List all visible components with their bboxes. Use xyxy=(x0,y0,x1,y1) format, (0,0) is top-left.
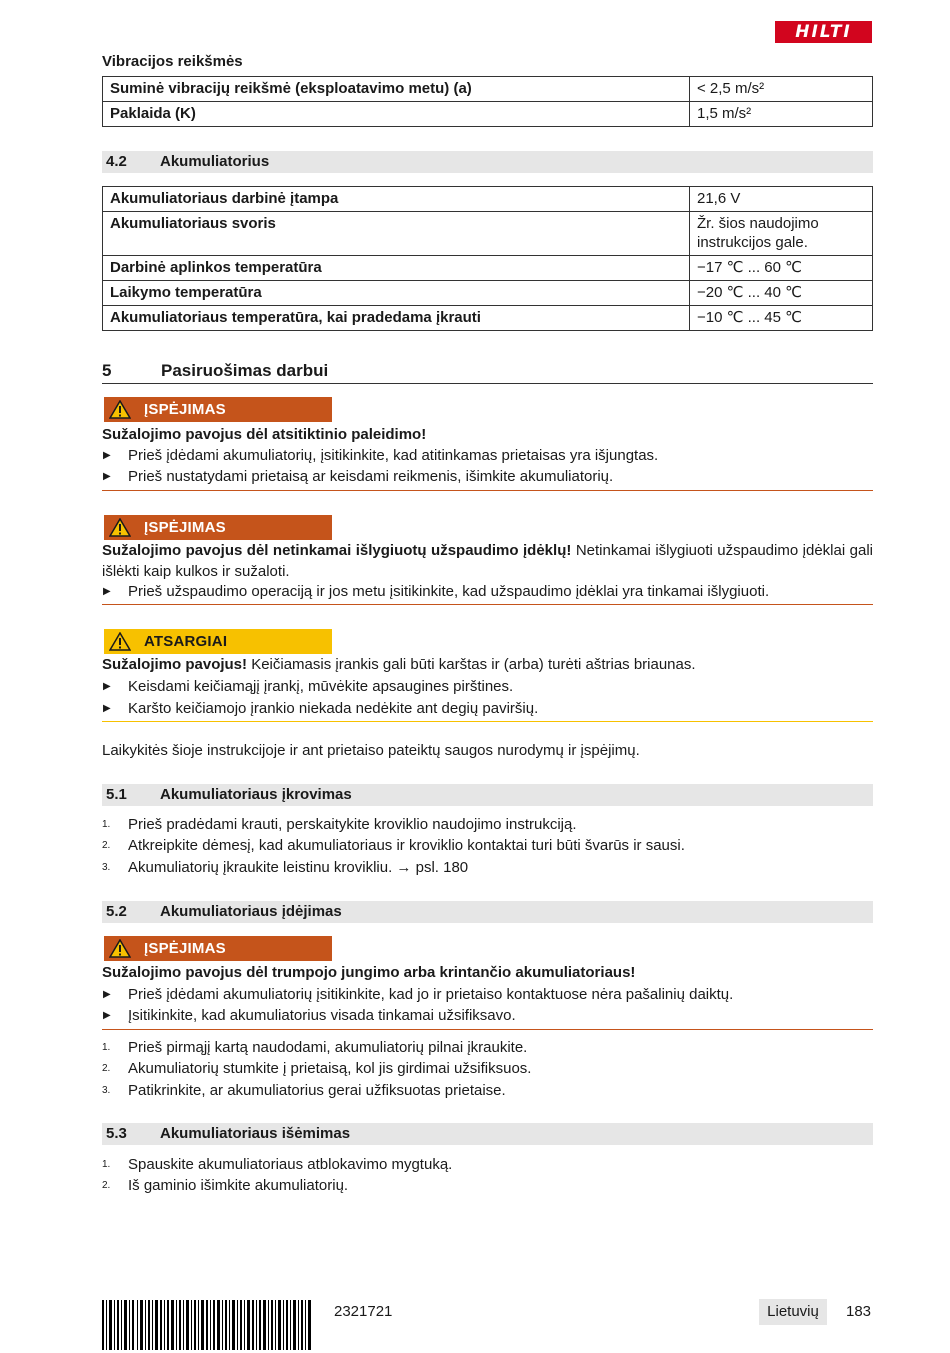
section-5-1 xyxy=(102,784,873,806)
bullet-arrow-icon: ▶ xyxy=(103,471,111,482)
warning-headline: Sužalojimo pavojus dėl atsitiktinio paleidimo! xyxy=(102,426,427,443)
list-item-text: Karšto keičiamojo įrankio niekada nedėkite ant degių paviršių. xyxy=(128,700,539,717)
list-item-text: Atkreipkite dėmesį, kad akumuliatoriaus ir kroviklio kontaktai turi būti švarūs ir sausi. xyxy=(128,837,685,854)
safety-note: Laikykitės šioje instrukcijoje ir ant prietaiso pateiktų saugos nurodymų ir įspėjimų. xyxy=(102,742,640,759)
step-number: 2. xyxy=(102,840,111,851)
list-item-text: Prieš nustatydami prietaisą ar keisdami reikmenis, išimkite akumuliatorių. xyxy=(128,468,614,485)
caution-divider xyxy=(102,721,873,722)
section-title: Akumuliatoriaus išėmimas xyxy=(160,1125,351,1142)
bullet-arrow-icon: ▶ xyxy=(103,989,111,1000)
section-title: Akumuliatoriaus įkrovimas xyxy=(160,786,352,803)
warning-triangle-icon xyxy=(104,515,136,540)
warning-badge xyxy=(104,397,332,422)
list-item-text: Prieš pirmąjį kartą naudodami, akumuliatorių pilnai įkraukite. xyxy=(128,1039,528,1056)
step-number: 3. xyxy=(102,862,111,873)
list-item-text: Akumuliatorių stumkite į prietaisą, kol jis girdimai užsifiksuos. xyxy=(128,1060,532,1077)
section-number: 5.2 xyxy=(106,903,127,920)
table-value: Žr. šios naudojimo instrukcijos gale. xyxy=(690,212,873,256)
list-item-text: Keisdami keičiamąjį įrankį, mūvėkite apsaugines pirštines. xyxy=(128,678,514,695)
page-number: 183 xyxy=(846,1303,872,1320)
list-item-text: Prieš įdėdami akumuliatorių įsitikinkite, kad jo ir prietaiso kontaktuose nėra pašalinių daiktų. xyxy=(128,986,734,1003)
section-4-2 xyxy=(102,151,873,173)
warning-divider xyxy=(102,490,873,491)
chapter-title: Pasiruošimas darbui xyxy=(161,361,329,380)
table-row xyxy=(103,212,873,256)
warning-divider xyxy=(102,604,873,605)
bullet-arrow-icon: ▶ xyxy=(103,450,111,461)
chapter-heading xyxy=(102,361,873,384)
caution-headline: Sužalojimo pavojus! xyxy=(102,656,248,673)
warning-label: ĮSPĖJIMAS xyxy=(144,519,226,536)
logo-text: HILTI xyxy=(795,21,852,42)
table-key: Laikymo temperatūra xyxy=(103,281,690,306)
battery-table xyxy=(102,186,873,331)
table-value: < 2,5 m/s² xyxy=(690,77,873,102)
warning-label: ĮSPĖJIMAS xyxy=(144,940,226,957)
section-5-2 xyxy=(102,901,873,923)
warning-headline: Sužalojimo pavojus dėl netinkamai išlygiuotų užspaudimo įdėklų! xyxy=(102,542,572,559)
caution-badge xyxy=(104,629,332,654)
section-title: Akumuliatoriaus įdėjimas xyxy=(160,903,342,920)
bullet-arrow-icon: ▶ xyxy=(103,703,111,714)
warning-triangle-icon xyxy=(104,936,136,961)
table-value: 1,5 m/s² xyxy=(690,102,873,127)
step-number: 2. xyxy=(102,1063,111,1074)
table-key: Suminė vibracijų reikšmė (eksploatavimo metu) (a) xyxy=(103,77,690,102)
table-key: Akumuliatoriaus svoris xyxy=(103,212,690,256)
list-item-text: Akumuliatorių įkraukite leistinu krovikliu. → psl. 180 xyxy=(128,859,469,876)
vibration-table xyxy=(102,76,873,127)
table-key: Paklaida (K) xyxy=(103,102,690,127)
warning-triangle-icon xyxy=(104,629,136,654)
step-number: 1. xyxy=(102,1159,111,1170)
caution-label: ATSARGIAI xyxy=(144,633,228,650)
list-item-text: Patikrinkite, ar akumuliatorius gerai užfiksuotas prietaise. xyxy=(128,1082,506,1099)
section-number: 4.2 xyxy=(106,153,127,170)
warning-triangle-icon xyxy=(104,397,136,422)
warning-badge xyxy=(104,936,332,961)
list-item-text: Prieš įdėdami akumuliatorių, įsitikinkite, kad atitinkamas prietaisas yra išjungtas. xyxy=(128,447,659,464)
step-number: 1. xyxy=(102,819,111,830)
hilti-logo xyxy=(775,21,872,43)
list-item-text: Prieš užspaudimo operaciją ir jos metu įsitikinkite, kad užspaudimo įdėklai yra tinkamai išlygiuoti. xyxy=(128,583,770,600)
warning-badge xyxy=(104,515,332,540)
table-row xyxy=(103,306,873,331)
warning-headline: Sužalojimo pavojus dėl trumpojo jungimo arba krintančio akumuliatoriaus! xyxy=(102,964,636,981)
document-code: 2321721 xyxy=(334,1303,393,1320)
warning-body xyxy=(102,540,873,582)
warning-label: ĮSPĖJIMAS xyxy=(144,401,226,418)
warning-divider xyxy=(102,1029,873,1030)
bullet-arrow-icon: ▶ xyxy=(103,586,111,597)
section-5-3 xyxy=(102,1123,873,1145)
table-value: −17 ℃ ... 60 ℃ xyxy=(690,256,873,281)
language-label: Lietuvių xyxy=(759,1299,827,1325)
list-item-text: Įsitikinkite, kad akumuliatorius visada tinkamai užsifiksavo. xyxy=(128,1007,516,1024)
list-item-text: Prieš pradėdami krauti, perskaitykite kroviklio naudojimo instrukciją. xyxy=(128,816,577,833)
table-key: Akumuliatoriaus temperatūra, kai pradedama įkrauti xyxy=(103,306,690,331)
table-row xyxy=(103,187,873,212)
section-number: 5.3 xyxy=(106,1125,127,1142)
table-value: 21,6 V xyxy=(690,187,873,212)
step-number: 1. xyxy=(102,1042,111,1053)
table-value: −10 ℃ ... 45 ℃ xyxy=(690,306,873,331)
chapter-number: 5 xyxy=(102,361,112,380)
step-number: 3. xyxy=(102,1085,111,1096)
warning-text: Netinkamai išlygiuoti užspaudimo įdėklai gali išlėkti kaip kulkos ir sužaloti. xyxy=(102,542,873,580)
bullet-arrow-icon: ▶ xyxy=(103,1010,111,1021)
barcode-icon xyxy=(102,1300,312,1350)
section-title: Akumuliatorius xyxy=(160,153,270,170)
table-key: Akumuliatoriaus darbinė įtampa xyxy=(103,187,690,212)
vibration-title: Vibracijos reikšmės xyxy=(102,53,243,70)
list-item-text: Iš gaminio išimkite akumuliatorių. xyxy=(128,1177,349,1194)
table-row xyxy=(103,102,873,127)
table-row xyxy=(103,281,873,306)
list-item-text: Spauskite akumuliatoriaus atblokavimo mygtuką. xyxy=(128,1156,453,1173)
table-row xyxy=(103,256,873,281)
caution-text: Keičiamasis įrankis gali būti karštas ir (arba) turėti aštrias briaunas. xyxy=(251,656,696,673)
bullet-arrow-icon: ▶ xyxy=(103,681,111,692)
section-number: 5.1 xyxy=(106,786,127,803)
step-number: 2. xyxy=(102,1180,111,1191)
table-value: −20 ℃ ... 40 ℃ xyxy=(690,281,873,306)
table-row xyxy=(103,77,873,102)
table-key: Darbinė aplinkos temperatūra xyxy=(103,256,690,281)
caution-body xyxy=(102,654,873,675)
